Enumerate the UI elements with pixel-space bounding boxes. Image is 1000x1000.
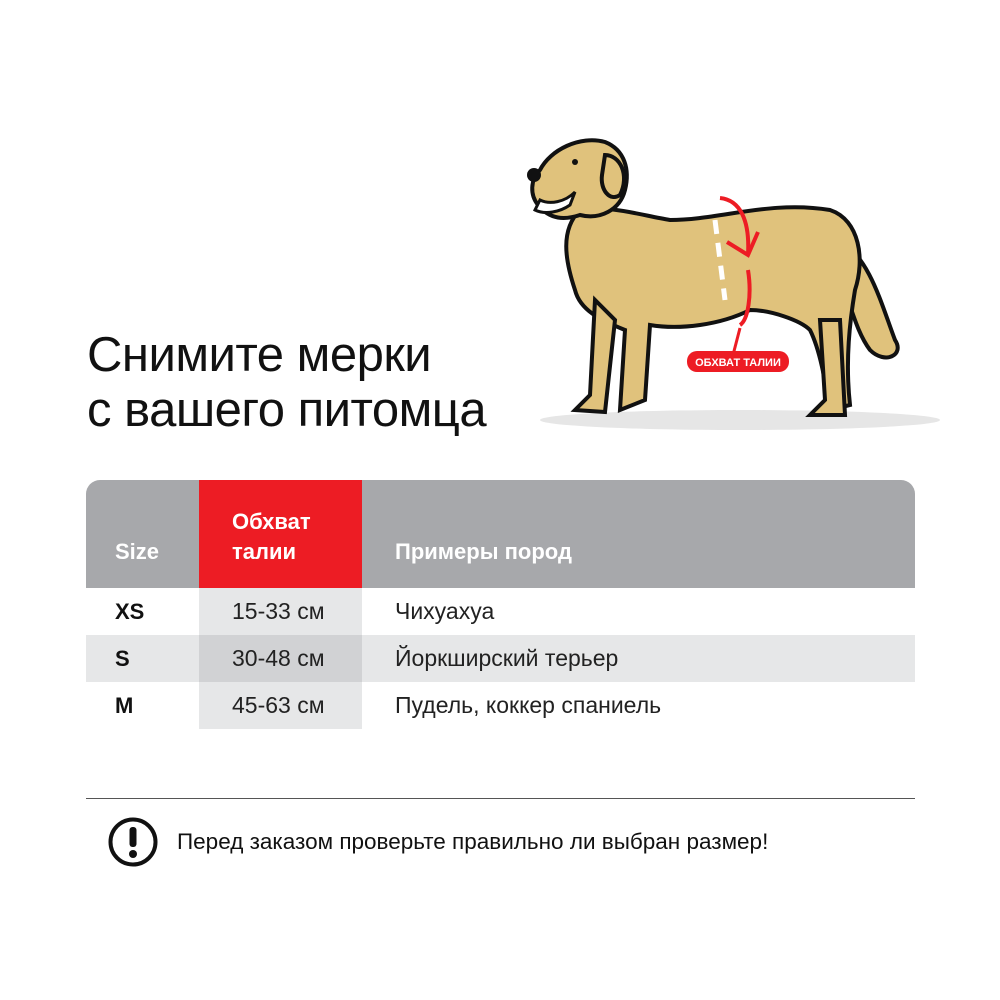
table-row (86, 588, 915, 635)
girth-cell: 45-63 см (232, 692, 325, 718)
exclamation-circle-icon (107, 816, 159, 868)
header-girth-line1: Обхват (232, 509, 311, 534)
table-row (86, 635, 915, 682)
size-cell: M (115, 693, 134, 718)
header-size: Size (115, 539, 160, 564)
size-cell: S (115, 646, 130, 671)
dog-illustration (520, 130, 940, 440)
table-row (86, 682, 915, 729)
notice-text: Перед заказом проверьте правильно ли выбран размер! (177, 829, 769, 854)
title-line-1: Снимите мерки (87, 328, 432, 382)
breeds-cell: Йоркширский терьер (395, 645, 619, 671)
girth-cell: 15-33 см (232, 598, 325, 624)
size-table (86, 480, 915, 729)
girth-label: ОБХВАТ ТАЛИИ (695, 357, 781, 369)
breeds-cell: Чихуахуа (395, 598, 495, 624)
header-girth (232, 507, 311, 567)
divider (86, 798, 915, 799)
header-girth-line2: талии (232, 539, 297, 564)
table-header (86, 480, 915, 588)
size-cell: XS (115, 599, 145, 624)
title-line-2: с вашего питомца (87, 383, 487, 437)
header-breeds: Примеры пород (395, 539, 572, 564)
page-title (87, 328, 486, 438)
breeds-cell: Пудель, коккер спаниель (395, 692, 662, 718)
girth-cell: 30-48 см (232, 645, 325, 671)
